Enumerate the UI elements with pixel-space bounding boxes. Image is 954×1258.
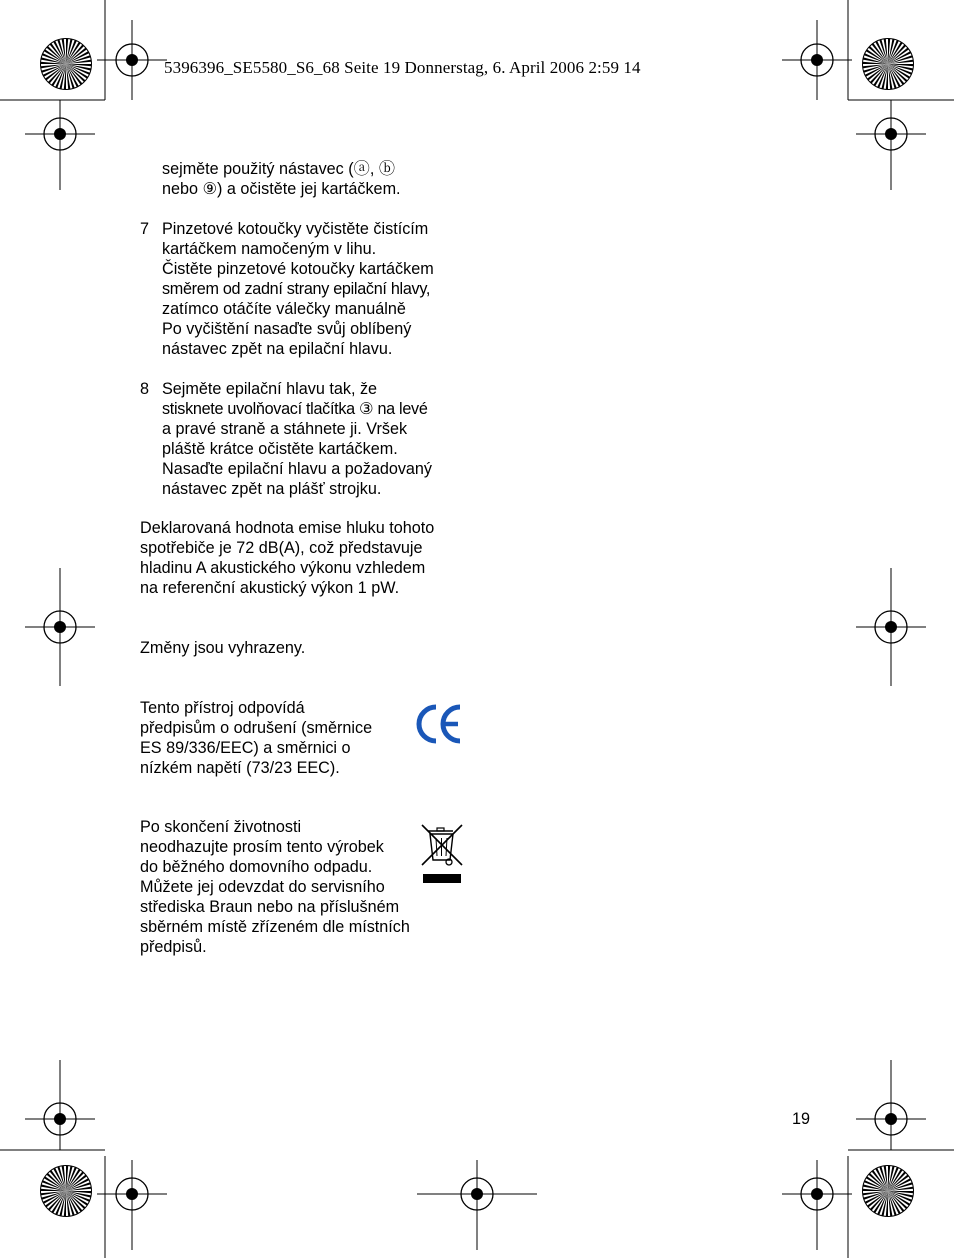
starburst-wedge: [888, 1191, 914, 1193]
starburst-wedge: [66, 1191, 92, 1193]
text-line: pláště krátce očistěte kartáčkem.: [162, 440, 398, 458]
text-line: předpisů.: [140, 938, 207, 956]
disposal-paragraph: [140, 817, 410, 957]
text-line: směrem od zadní strany epilační hlavy,: [162, 280, 431, 298]
text-line: Deklarovaná hodnota emise hluku tohoto: [140, 519, 435, 537]
text-line: hladinu A akustického výkonu vzhledem: [140, 559, 426, 577]
continuation-paragraph: [162, 159, 401, 199]
text-line: spotřebiče je 72 dB(A), což představuje: [140, 539, 423, 557]
text-line: sejměte použitý nástavec (ⓐ, ⓑ: [162, 160, 396, 178]
registration-crosshair-icon: [856, 100, 926, 190]
starburst-wedge: [66, 64, 92, 66]
text-line: zatímco otáčíte válečky manuálně: [162, 300, 406, 318]
noise-emission-paragraph: [140, 518, 434, 598]
registration-crosshair-icon: [25, 1060, 95, 1150]
compliance-paragraph: [140, 698, 372, 778]
registration-crosshair-icon: [856, 1060, 926, 1150]
text-line: ES 89/336/EEC) a směrnici o: [140, 739, 351, 757]
text-line: sběrném místě zřízeném dle místních: [140, 918, 410, 936]
starburst-wedge: [888, 1166, 890, 1192]
text-line: střediska Braun nebo na příslušném: [140, 898, 400, 916]
text-line: a pravé straně a stáhnete ji. Vršek: [162, 420, 408, 438]
registration-crosshair-icon: [417, 1160, 537, 1250]
text-line: na referenční akustický výkon 1 pW.: [140, 579, 400, 597]
registration-crosshair-icon: [25, 100, 95, 190]
text-line: Čistěte pinzetové kotoučky kartáčkem: [162, 260, 434, 278]
text-line: stisknete uvolňovací tlačítka ③ na levé: [162, 400, 428, 418]
starburst-wedge: [888, 39, 890, 65]
text-line: Po skončení životnosti: [140, 818, 302, 836]
text-line: nízkém napětí (73/23 EEC).: [140, 759, 340, 777]
starburst-wedge: [64, 64, 66, 90]
starburst-wedge: [863, 1189, 889, 1191]
text-line: Pinzetové kotoučky vyčistěte čistícím: [162, 220, 429, 238]
print-header: 5396396_SE5580_S6_68 Seite 19 Donnerstag, 6. April 2006 2:59 14: [164, 58, 641, 77]
text-line: nástavec zpět na plášť strojku.: [162, 480, 382, 498]
page-number: 19: [792, 1110, 811, 1128]
starburst-wedge: [886, 1191, 888, 1217]
starburst-wedge: [41, 62, 67, 64]
text-line: předpisům o odrušení (směrnice: [140, 719, 373, 737]
color-registration-starburst-icon: [40, 1165, 92, 1217]
starburst-wedge: [66, 39, 68, 65]
step-8-text: [162, 379, 432, 499]
starburst-wedge: [64, 1191, 66, 1217]
text-line: Nasaďte epilační hlavu a požadovaný: [162, 460, 433, 478]
text-line: Tento přístroj odpovídá: [140, 699, 305, 717]
text-line: neodhazujte prosím tento výrobek: [140, 838, 384, 856]
text-line: Po vyčištění nasaďte svůj oblíbený: [162, 320, 412, 338]
crossed-out-wheelie-bin-icon: [419, 822, 465, 886]
text-line: Sejměte epilační hlavu tak, že: [162, 380, 378, 398]
starburst-wedge: [886, 64, 888, 90]
starburst-wedge: [66, 1166, 68, 1192]
registration-crosshair-icon: [782, 1160, 852, 1250]
starburst-wedge: [41, 1189, 67, 1191]
registration-crosshair-icon: [782, 20, 852, 100]
color-registration-starburst-icon: [862, 1165, 914, 1217]
starburst-wedge: [863, 62, 889, 64]
registration-crosshair-icon: [25, 568, 95, 686]
ce-mark-icon: [414, 703, 464, 745]
text-line: nástavec zpět na epilační hlavu.: [162, 340, 393, 358]
registration-crosshair-icon: [856, 568, 926, 686]
color-registration-starburst-icon: [862, 38, 914, 90]
changes-reserved-note: Změny jsou vyhrazeny.: [140, 639, 306, 657]
text-line: nebo ⑨) a očistěte jej kartáčkem.: [162, 180, 401, 198]
text-line: do běžného domovního odpadu.: [140, 858, 373, 876]
step-number-7: 7: [140, 220, 150, 238]
color-registration-starburst-icon: [40, 38, 92, 90]
step-7-text: [162, 219, 434, 359]
step-number-8: 8: [140, 380, 150, 398]
starburst-wedge: [888, 64, 914, 66]
text-line: kartáčkem namočeným v lihu.: [162, 240, 377, 258]
text-line: Můžete jej odevzdat do servisního: [140, 878, 385, 896]
